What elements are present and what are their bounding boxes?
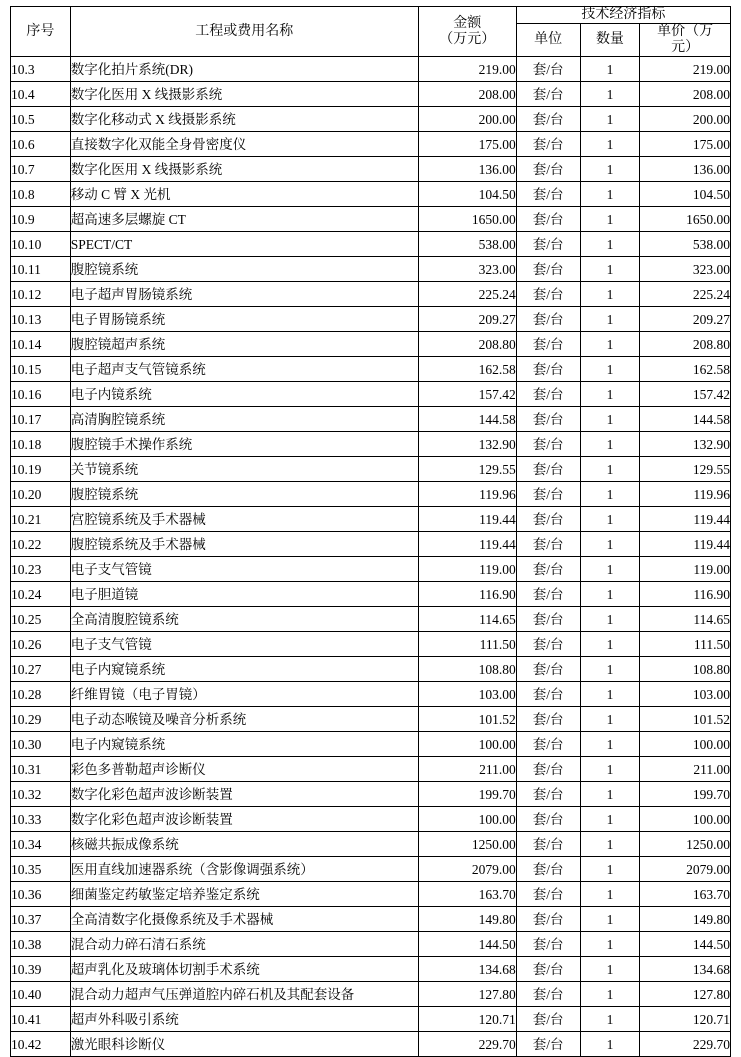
row-amount: 229.70 [418,1032,516,1057]
row-unit: 套/台 [516,432,580,457]
row-price: 149.80 [640,907,731,932]
table-row [11,157,731,182]
row-name: 混合动力超声气压弹道腔内碎石机及其配套设备 [70,982,418,1007]
row-amount: 2079.00 [418,857,516,882]
row-amount: 144.58 [418,407,516,432]
row-qty: 1 [580,607,640,632]
row-name: 直接数字化双能全身骨密度仪 [70,132,418,157]
row-qty: 1 [580,907,640,932]
row-seq: 10.18 [11,432,71,457]
row-seq: 10.36 [11,882,71,907]
table-row [11,607,731,632]
row-amount: 175.00 [418,132,516,157]
row-name: 医用直线加速器系统（含影像调强系统） [70,857,418,882]
row-qty: 1 [580,582,640,607]
row-qty: 1 [580,782,640,807]
row-qty: 1 [580,957,640,982]
row-qty: 1 [580,982,640,1007]
row-amount: 225.24 [418,282,516,307]
row-seq: 10.42 [11,1032,71,1057]
row-amount: 108.80 [418,657,516,682]
row-seq: 10.14 [11,332,71,357]
row-price: 1250.00 [640,832,731,857]
header-price [640,24,731,57]
table-row [11,532,731,557]
row-price: 119.96 [640,482,731,507]
row-qty: 1 [580,757,640,782]
row-seq: 10.37 [11,907,71,932]
table-body [11,57,731,1057]
row-price: 119.00 [640,557,731,582]
row-name: 电子胃肠镜系统 [70,307,418,332]
row-price: 175.00 [640,132,731,157]
row-price: 200.00 [640,107,731,132]
row-qty: 1 [580,432,640,457]
row-name: 数字化彩色超声波诊断装置 [70,782,418,807]
row-qty: 1 [580,82,640,107]
row-price: 157.42 [640,382,731,407]
row-qty: 1 [580,332,640,357]
row-unit: 套/台 [516,357,580,382]
table-header-row-1 [11,7,731,24]
table-row [11,557,731,582]
row-price: 209.27 [640,307,731,332]
row-seq: 10.40 [11,982,71,1007]
row-unit: 套/台 [516,482,580,507]
row-seq: 10.34 [11,832,71,857]
row-unit: 套/台 [516,407,580,432]
row-name: 电子超声支气管镜系统 [70,357,418,382]
row-price: 134.68 [640,957,731,982]
row-name: 数字化医用 X 线摄影系统 [70,82,418,107]
row-name: 腹腔镜系统 [70,482,418,507]
header-price-line2: 元） [671,40,700,56]
row-seq: 10.33 [11,807,71,832]
table-row [11,782,731,807]
row-price: 129.55 [640,457,731,482]
row-amount: 129.55 [418,457,516,482]
row-seq: 10.3 [11,57,71,82]
row-qty: 1 [580,282,640,307]
row-name: 腹腔镜系统 [70,257,418,282]
row-price: 229.70 [640,1032,731,1057]
table-row [11,457,731,482]
row-qty: 1 [580,632,640,657]
row-price: 199.70 [640,782,731,807]
row-unit: 套/台 [516,157,580,182]
row-amount: 163.70 [418,882,516,907]
table-row [11,307,731,332]
row-unit: 套/台 [516,282,580,307]
row-price: 120.71 [640,1007,731,1032]
row-qty: 1 [580,507,640,532]
row-qty: 1 [580,382,640,407]
row-price: 119.44 [640,507,731,532]
row-name: 核磁共振成像系统 [70,832,418,857]
row-seq: 10.10 [11,232,71,257]
table-row [11,707,731,732]
row-name: 超声外科吸引系统 [70,1007,418,1032]
row-price: 162.58 [640,357,731,382]
header-seq: 序号 [11,7,71,57]
row-name: 电子支气管镜 [70,557,418,582]
row-unit: 套/台 [516,1007,580,1032]
row-unit: 套/台 [516,582,580,607]
table-row [11,232,731,257]
row-amount: 111.50 [418,632,516,657]
row-amount: 119.96 [418,482,516,507]
row-price: 323.00 [640,257,731,282]
table-row [11,407,731,432]
row-amount: 127.80 [418,982,516,1007]
row-amount: 134.68 [418,957,516,982]
row-unit: 套/台 [516,232,580,257]
row-amount: 119.00 [418,557,516,582]
row-amount: 100.00 [418,732,516,757]
row-qty: 1 [580,107,640,132]
row-amount: 101.52 [418,707,516,732]
table-row [11,382,731,407]
row-seq: 10.6 [11,132,71,157]
row-price: 100.00 [640,732,731,757]
row-name: 腹腔镜手术操作系统 [70,432,418,457]
row-name: 数字化彩色超声波诊断装置 [70,807,418,832]
table-row [11,807,731,832]
row-unit: 套/台 [516,732,580,757]
row-amount: 209.27 [418,307,516,332]
table-row [11,432,731,457]
row-name: 电子动态喉镜及噪音分析系统 [70,707,418,732]
row-seq: 10.35 [11,857,71,882]
row-price: 101.52 [640,707,731,732]
row-amount: 149.80 [418,907,516,932]
row-name: 全高清数字化摄像系统及手术器械 [70,907,418,932]
row-amount: 116.90 [418,582,516,607]
row-name: 电子胆道镜 [70,582,418,607]
table-row [11,332,731,357]
row-unit: 套/台 [516,782,580,807]
row-unit: 套/台 [516,207,580,232]
row-seq: 10.22 [11,532,71,557]
row-qty: 1 [580,707,640,732]
table-row [11,882,731,907]
row-price: 114.65 [640,607,731,632]
row-amount: 100.00 [418,807,516,832]
header-price-line1: 单价（万 [657,24,714,40]
row-unit: 套/台 [516,107,580,132]
table-row [11,857,731,882]
row-amount: 200.00 [418,107,516,132]
row-qty: 1 [580,257,640,282]
row-unit: 套/台 [516,857,580,882]
row-seq: 10.28 [11,682,71,707]
row-seq: 10.12 [11,282,71,307]
row-price: 1650.00 [640,207,731,232]
row-name: 关节镜系统 [70,457,418,482]
table-row [11,632,731,657]
row-seq: 10.8 [11,182,71,207]
row-qty: 1 [580,882,640,907]
row-qty: 1 [580,232,640,257]
row-price: 208.00 [640,82,731,107]
row-seq: 10.7 [11,157,71,182]
row-unit: 套/台 [516,982,580,1007]
row-seq: 10.30 [11,732,71,757]
table-header [11,7,731,57]
table-row [11,357,731,382]
row-seq: 10.13 [11,307,71,332]
row-unit: 套/台 [516,332,580,357]
table-row [11,682,731,707]
row-unit: 套/台 [516,532,580,557]
header-amount-line1: 金额 [453,15,482,31]
row-seq: 10.4 [11,82,71,107]
row-unit: 套/台 [516,307,580,332]
row-seq: 10.15 [11,357,71,382]
row-seq: 10.11 [11,257,71,282]
row-amount: 104.50 [418,182,516,207]
row-seq: 10.25 [11,607,71,632]
table-row [11,282,731,307]
row-price: 136.00 [640,157,731,182]
row-amount: 103.00 [418,682,516,707]
row-name: 电子内窥镜系统 [70,732,418,757]
row-price: 163.70 [640,882,731,907]
header-unit: 单位 [516,24,580,57]
table-row [11,932,731,957]
row-unit: 套/台 [516,932,580,957]
row-name: 宫腔镜系统及手术器械 [70,507,418,532]
row-qty: 1 [580,807,640,832]
row-unit: 套/台 [516,832,580,857]
table-row [11,582,731,607]
table-row [11,57,731,82]
header-qty: 数量 [580,24,640,57]
row-name: 腹腔镜超声系统 [70,332,418,357]
row-unit: 套/台 [516,507,580,532]
row-unit: 套/台 [516,907,580,932]
row-seq: 10.29 [11,707,71,732]
row-qty: 1 [580,182,640,207]
row-amount: 120.71 [418,1007,516,1032]
table-row [11,257,731,282]
table-row [11,182,731,207]
row-price: 144.58 [640,407,731,432]
table-row [11,732,731,757]
row-amount: 219.00 [418,57,516,82]
row-seq: 10.31 [11,757,71,782]
row-price: 100.00 [640,807,731,832]
row-unit: 套/台 [516,457,580,482]
row-amount: 1250.00 [418,832,516,857]
table-row [11,657,731,682]
row-qty: 1 [580,57,640,82]
row-name: 电子支气管镜 [70,632,418,657]
row-name: 移动 C 臂 X 光机 [70,182,418,207]
row-seq: 10.21 [11,507,71,532]
row-seq: 10.17 [11,407,71,432]
row-qty: 1 [580,657,640,682]
row-seq: 10.5 [11,107,71,132]
row-amount: 199.70 [418,782,516,807]
row-amount: 162.58 [418,357,516,382]
table-row [11,757,731,782]
table-row [11,82,731,107]
row-unit: 套/台 [516,707,580,732]
row-qty: 1 [580,1007,640,1032]
row-seq: 10.38 [11,932,71,957]
row-name: 纤维胃镜（电子胃镜） [70,682,418,707]
row-qty: 1 [580,457,640,482]
row-name: 数字化拍片系统(DR) [70,57,418,82]
row-seq: 10.16 [11,382,71,407]
table-row [11,907,731,932]
row-price: 208.80 [640,332,731,357]
row-qty: 1 [580,932,640,957]
row-amount: 114.65 [418,607,516,632]
row-seq: 10.20 [11,482,71,507]
row-price: 104.50 [640,182,731,207]
row-price: 2079.00 [640,857,731,882]
row-seq: 10.26 [11,632,71,657]
header-amount [418,7,516,57]
row-unit: 套/台 [516,1032,580,1057]
row-name: 混合动力碎石清石系统 [70,932,418,957]
row-seq: 10.24 [11,582,71,607]
table-row [11,507,731,532]
row-price: 144.50 [640,932,731,957]
row-unit: 套/台 [516,182,580,207]
row-qty: 1 [580,682,640,707]
table-row [11,982,731,1007]
row-unit: 套/台 [516,957,580,982]
row-price: 132.90 [640,432,731,457]
row-price: 108.80 [640,657,731,682]
table-row [11,132,731,157]
table-row [11,832,731,857]
row-qty: 1 [580,857,640,882]
row-amount: 119.44 [418,507,516,532]
row-amount: 323.00 [418,257,516,282]
row-name: 数字化医用 X 线摄影系统 [70,157,418,182]
row-price: 116.90 [640,582,731,607]
row-amount: 119.44 [418,532,516,557]
row-unit: 套/台 [516,657,580,682]
row-qty: 1 [580,1032,640,1057]
row-seq: 10.39 [11,957,71,982]
row-name: 超高速多层螺旋 CT [70,207,418,232]
row-unit: 套/台 [516,57,580,82]
table-row [11,207,731,232]
row-qty: 1 [580,207,640,232]
row-qty: 1 [580,732,640,757]
row-seq: 10.23 [11,557,71,582]
row-unit: 套/台 [516,257,580,282]
row-price: 225.24 [640,282,731,307]
row-name: 数字化移动式 X 线摄影系统 [70,107,418,132]
row-name: 电子内镜系统 [70,382,418,407]
row-seq: 10.9 [11,207,71,232]
table-row [11,1032,731,1057]
row-unit: 套/台 [516,632,580,657]
row-unit: 套/台 [516,557,580,582]
cost-table [10,6,731,1057]
row-qty: 1 [580,357,640,382]
row-amount: 144.50 [418,932,516,957]
row-name: 彩色多普勒超声诊断仪 [70,757,418,782]
table-row [11,957,731,982]
row-name: 高清胸腔镜系统 [70,407,418,432]
row-unit: 套/台 [516,882,580,907]
row-qty: 1 [580,132,640,157]
row-amount: 211.00 [418,757,516,782]
row-unit: 套/台 [516,807,580,832]
row-price: 127.80 [640,982,731,1007]
row-name: 腹腔镜系统及手术器械 [70,532,418,557]
row-amount: 538.00 [418,232,516,257]
row-qty: 1 [580,407,640,432]
row-qty: 1 [580,157,640,182]
row-amount: 208.00 [418,82,516,107]
row-name: SPECT/CT [70,232,418,257]
header-amount-line2: （万元） [439,31,496,47]
row-name: 全高清腹腔镜系统 [70,607,418,632]
row-seq: 10.27 [11,657,71,682]
row-name: 电子内窥镜系统 [70,657,418,682]
row-name: 超声乳化及玻璃体切割手术系统 [70,957,418,982]
row-price: 219.00 [640,57,731,82]
row-unit: 套/台 [516,382,580,407]
row-price: 211.00 [640,757,731,782]
header-name: 工程或费用名称 [70,7,418,57]
row-qty: 1 [580,307,640,332]
header-tech-group: 技术经济指标 [516,7,730,24]
row-unit: 套/台 [516,132,580,157]
row-amount: 208.80 [418,332,516,357]
row-qty: 1 [580,832,640,857]
row-price: 119.44 [640,532,731,557]
row-qty: 1 [580,557,640,582]
row-amount: 132.90 [418,432,516,457]
row-name: 激光眼科诊断仪 [70,1032,418,1057]
row-amount: 157.42 [418,382,516,407]
table-row [11,482,731,507]
row-unit: 套/台 [516,82,580,107]
row-price: 111.50 [640,632,731,657]
row-unit: 套/台 [516,757,580,782]
row-price: 538.00 [640,232,731,257]
row-qty: 1 [580,482,640,507]
row-unit: 套/台 [516,607,580,632]
row-price: 103.00 [640,682,731,707]
row-amount: 136.00 [418,157,516,182]
row-qty: 1 [580,532,640,557]
row-name: 电子超声胃肠镜系统 [70,282,418,307]
row-name: 细菌鉴定药敏鉴定培养鉴定系统 [70,882,418,907]
row-unit: 套/台 [516,682,580,707]
row-seq: 10.32 [11,782,71,807]
row-seq: 10.41 [11,1007,71,1032]
row-seq: 10.19 [11,457,71,482]
row-amount: 1650.00 [418,207,516,232]
table-row [11,107,731,132]
